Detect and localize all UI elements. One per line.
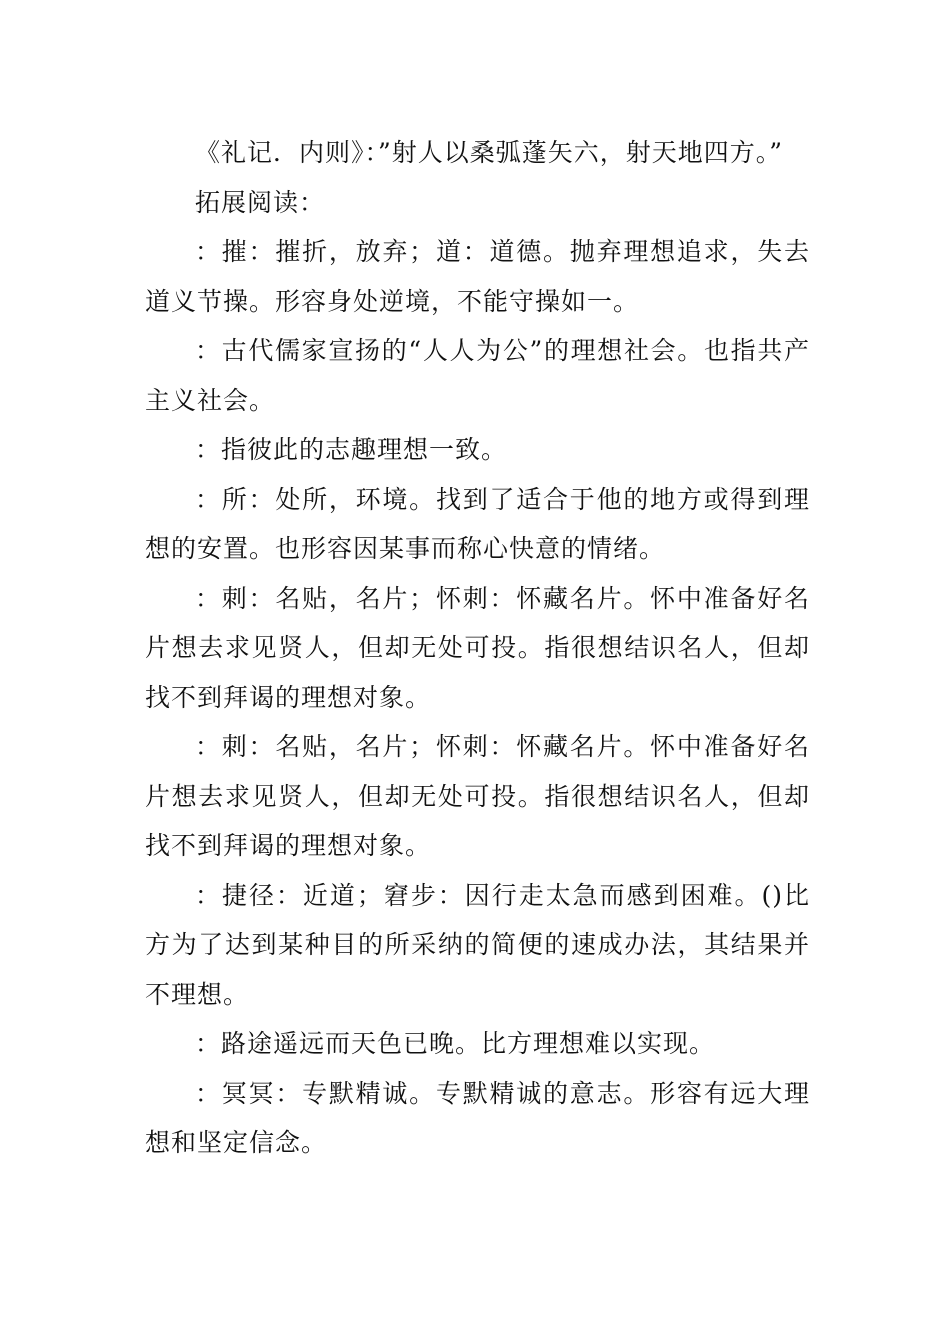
paragraph-entry-9: ：冥冥：专默精诚。专默精诚的意志。形容有远大理想和坚定信念。 [145, 1078, 810, 1157]
paragraph-entry-7: ：捷径：近道；窘步：因行走太急而感到困难。()比方为了达到某种目的所采纳的简便的速成办法，其结果并不理想。 [145, 880, 810, 1009]
paragraph-entry-1: ：摧：摧折，放弃；道：道德。抛弃理想追求，失去道义节操。形容身处逆境，不能守操如一。 [145, 237, 810, 316]
document-body [145, 128, 810, 1168]
paragraph-entry-8: ：路途遥远而天色已晚。比方理想难以实现。 [195, 1029, 716, 1058]
paragraph-extended-reading-heading: 拓展阅读： [195, 187, 326, 217]
paragraph-liji-quote: 《礼记．内则》：”射人以桑弧蓬矢六，射天地四方。” [195, 138, 784, 167]
paragraph-entry-4: ：所：处所，环境。找到了适合于他的地方或得到理想的安置。也形容因某事而称心快意的情绪。 [145, 484, 810, 563]
paragraph-entry-2: ：古代儒家宣扬的“人人为公”的理想社会。也指共产主义社会。 [145, 336, 810, 415]
paragraph-entry-6: ：刺：名贴，名片；怀刺：怀藏名片。怀中准备好名片想去求见贤人，但却无处可投。指很想结识名人，但却找不到拜谒的理想对象。 [145, 732, 810, 860]
paragraph-entry-3: ：指彼此的志趣理想一致。 [195, 435, 508, 464]
paragraph-entry-5: ：刺：名贴，名片；怀刺：怀藏名片。怀中准备好名片想去求见贤人，但却无处可投。指很想结识名人，但却找不到拜谒的理想对象。 [145, 583, 810, 712]
